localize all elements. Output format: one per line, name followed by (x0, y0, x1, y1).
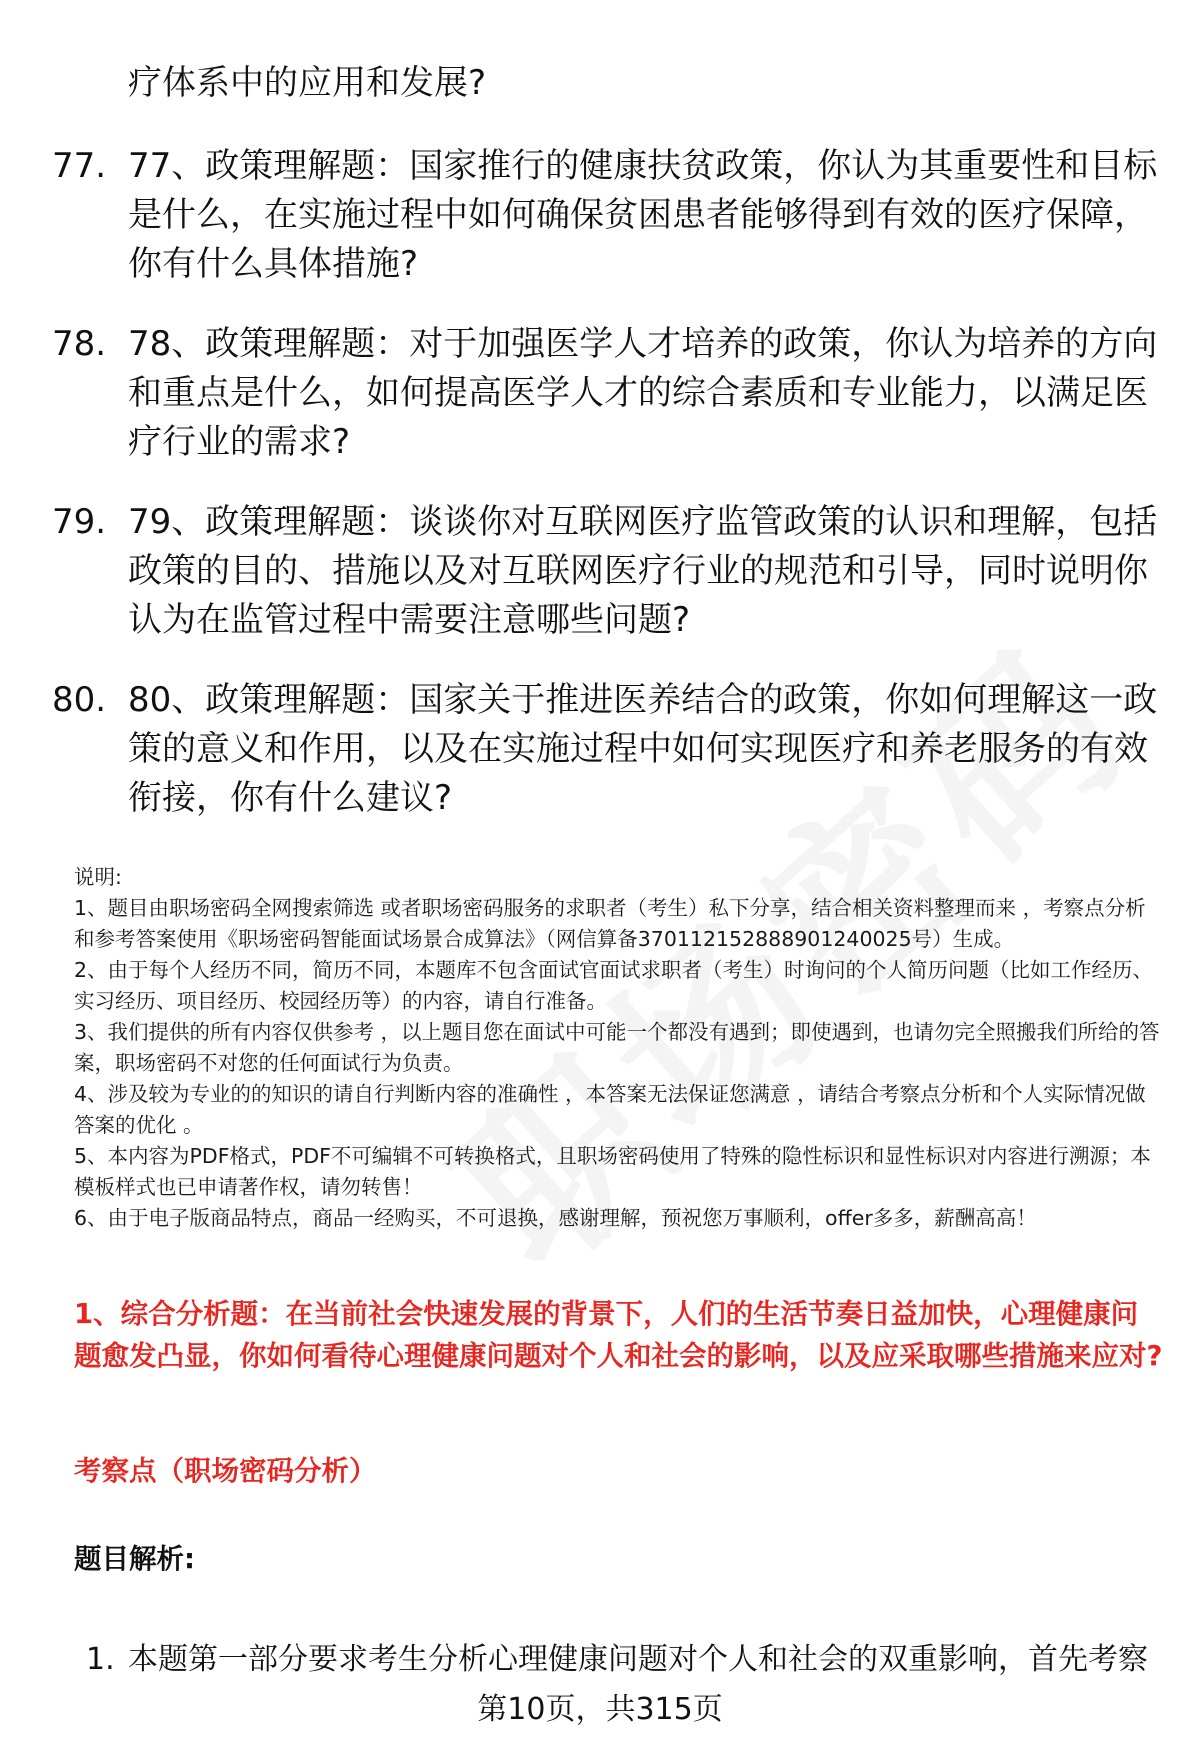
analysis-item-number: 1. (86, 1642, 115, 1677)
note-item: 6、由于电子版商品特点，商品一经购买，不可退换，感谢理解，预祝您万事顺利，offer多多，薪酬高高！ (74, 1206, 1037, 1230)
question-list (52, 142, 1162, 854)
analysis-title: 题目解析: (74, 1543, 195, 1575)
analysis-list-item (86, 1640, 1176, 1680)
page-footer: 第10页，共315页 (477, 1692, 723, 1727)
main-question-heading: 1、综合分析题：在当前社会快速发展的背景下，人们的生活节奏日益加快，心理健康问题愈发凸显，你如何看待心理健康问题对个人和社会的影响，以及应采取哪些措施来应对? (74, 1298, 1163, 1372)
question-number: 79. (52, 502, 107, 542)
question-text: 79、政策理解题：谈谈你对互联网医疗监管政策的认识和理解，包括政策的目的、措施以及对互联网医疗行业的规范和引导，同时说明你认为在监管过程中需要注意哪些问题? (128, 502, 1158, 640)
question-text: 78、政策理解题：对于加强医学人才培养的政策，你认为培养的方向和重点是什么，如何提高医学人才的综合素质和专业能力，以满足医疗行业的需求? (128, 324, 1158, 462)
question-item (52, 498, 1162, 645)
note-item: 2、由于每个人经历不同，简历不同，本题库不包含面试官面试求职者（考生）时询问的个人简历问题（比如工作经历、实习经历、项目经历、校园经历等）的内容，请自行准备。 (74, 958, 1154, 1013)
note-item: 1、题目由职场密码全网搜索筛选 或者职场密码服务的求职者（考生）私下分享，结合相关资料整理而来 ，考察点分析和参考答案使用《职场密码智能面试场景合成算法》（网信算备370112152888901240025号）生成。 (74, 896, 1146, 951)
question-item (52, 142, 1162, 289)
question-item (52, 320, 1162, 467)
question-item (52, 676, 1162, 823)
question-text: 80、政策理解题：国家关于推进医养结合的政策，你如何理解这一政策的意义和作用，以及在实施过程中如何实现医疗和养老服务的有效衔接，你有什么建议? (128, 680, 1158, 818)
question-text: 77、政策理解题：国家推行的健康扶贫政策，你认为其重要性和目标是什么，在实施过程中如何确保贫困患者能够得到有效的医疗保障，你有什么具体措施? (128, 146, 1158, 284)
exam-point-heading: 考察点（职场密码分析） (74, 1455, 377, 1487)
note-item: 3、我们提供的所有内容仅供参考 ，以上题目您在面试中可能一个都没有遇到；即使遇到，也请勿完全照搬我们所给的答案，职场密码不对您的任何面试行为负责。 (74, 1020, 1160, 1075)
question-number: 80. (52, 680, 107, 720)
note-item: 4、涉及较为专业的的知识的请自行判断内容的准确性 ，本答案无法保证您满意 ，请结合考察点分析和个人实际情况做答案的优化 。 (74, 1082, 1146, 1137)
question-number: 77. (52, 146, 107, 186)
analysis-item-text: 本题第一部分要求考生分析心理健康问题对个人和社会的双重影响，首先考察 (128, 1642, 1148, 1677)
notes-section (74, 862, 1164, 1234)
notes-title: 说明: (74, 865, 122, 889)
continuation-line: 疗体系中的应用和发展? (128, 63, 487, 103)
question-number: 78. (52, 324, 107, 364)
note-item: 5、本内容为PDF格式，PDF不可编辑不可转换格式，且职场密码使用了特殊的隐性标识和显性标识对内容进行溯源；本模板样式也已申请著作权，请勿转售！ (74, 1144, 1151, 1199)
